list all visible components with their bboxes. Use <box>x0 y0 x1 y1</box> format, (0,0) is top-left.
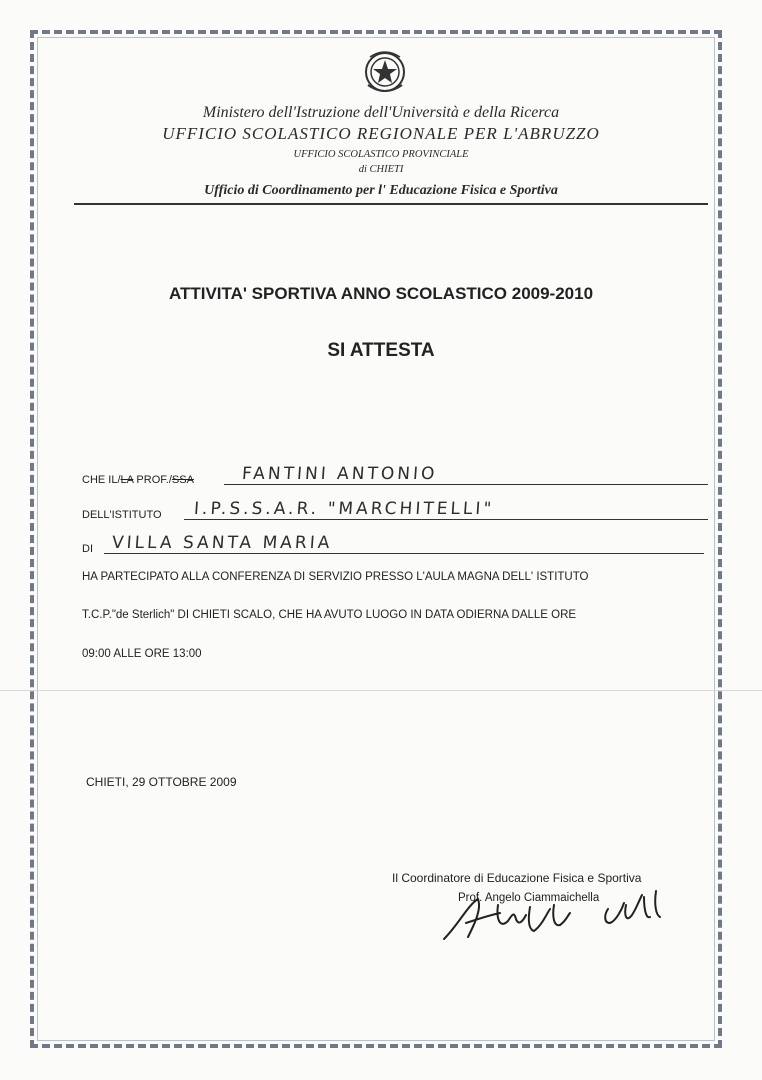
republic-emblem-icon <box>360 45 410 97</box>
town-underline <box>104 553 704 554</box>
body-line-1: HA PARTECIPATO ALLA CONFERENZA DI SERVIZIO PRESSO L'AULA MAGNA DELL' ISTITUTO <box>82 571 589 583</box>
ministry-heading: Ministero dell'Istruzione dell'Università e della Ricerca <box>202 104 560 121</box>
town-value: VILLA SANTA MARIA <box>111 533 334 553</box>
signatory-role: Il Coordinatore di Educazione Fisica e Sportiva <box>392 871 642 885</box>
handwritten-signature <box>438 885 698 945</box>
teacher-underline <box>224 484 708 485</box>
teacher-row <box>82 464 708 486</box>
fold-line <box>0 690 762 691</box>
date-place: CHIETI, 29 OTTOBRE 2009 <box>86 775 237 789</box>
document-subtitle: SI ATTESTA <box>327 340 435 361</box>
teacher-label: CHE IL/LA PROF./SSA <box>82 474 194 486</box>
institute-label: DELL'ISTITUTO <box>82 509 162 521</box>
institute-underline <box>184 519 708 520</box>
teacher-name-value: FANTINI ANTONIO <box>241 464 439 484</box>
body-line-2: T.C.P."de Sterlich" DI CHIETI SCALO, CHE HA AVUTO LUOGO IN DATA ODIERNA DALLE ORE <box>82 609 577 621</box>
city-heading: di CHIETI <box>358 164 404 175</box>
header-divider <box>74 203 708 205</box>
institute-value: I.P.S.S.A.R. "MARCHITELLI" <box>193 499 495 519</box>
coordination-office-heading: Ufficio di Coordinamento per l' Educazione Fisica e Sportiva <box>204 183 558 198</box>
document-title: ATTIVITA' SPORTIVA ANNO SCOLASTICO 2009-2010 <box>168 284 594 303</box>
town-row <box>82 533 704 555</box>
town-label: DI <box>82 543 93 555</box>
body-line-3: 09:00 ALLE ORE 13:00 <box>82 648 202 660</box>
provincial-office-heading: UFFICIO SCOLASTICO PROVINCIALE <box>293 149 469 160</box>
regional-office-heading: UFFICIO SCOLASTICO REGIONALE PER L'ABRUZZO <box>162 124 600 143</box>
signatory-name: Prof. Angelo Ciammaichella <box>458 892 600 904</box>
institute-row <box>82 499 708 521</box>
